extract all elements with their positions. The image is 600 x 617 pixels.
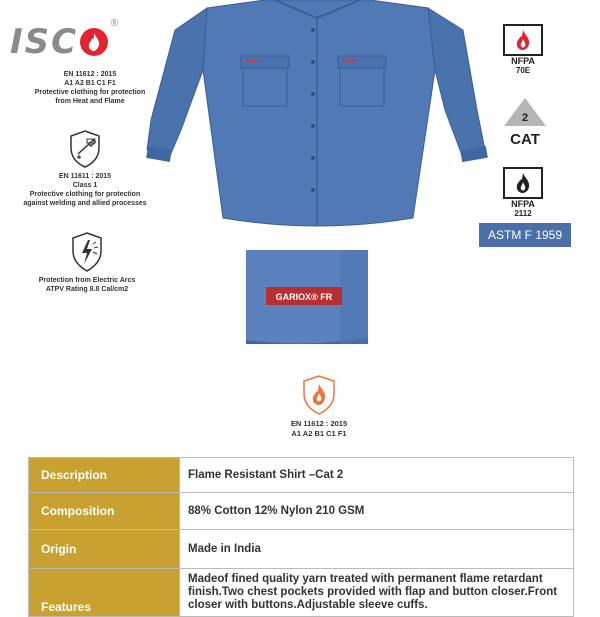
cert-line: against welding and allied processes bbox=[23, 200, 147, 207]
registered-mark: ® bbox=[110, 18, 119, 29]
cert-line: from Heat and Flame bbox=[55, 98, 125, 105]
cat-rating-badge bbox=[500, 96, 550, 148]
spec-key: Features bbox=[29, 569, 180, 617]
nfpa-code: 2112 bbox=[514, 209, 532, 218]
nfpa-2112-badge bbox=[503, 167, 543, 218]
cert-line: EN 11611 : 2015 bbox=[58, 173, 112, 180]
fr-line: A1 A2 B1 C1 F1 bbox=[291, 429, 347, 438]
table-row bbox=[29, 458, 574, 493]
astm-badge: ASTM F 1959 bbox=[479, 223, 571, 247]
nfpa-code: 70E bbox=[515, 66, 531, 75]
spec-value: Made in India bbox=[180, 530, 574, 569]
cert-line: Protection from Electric Arcs bbox=[38, 277, 136, 284]
nfpa-title: NFPA bbox=[511, 199, 535, 209]
table-row bbox=[29, 530, 574, 569]
fabric-swatch-image bbox=[244, 248, 370, 346]
spec-table bbox=[28, 457, 574, 617]
cat-number: 2 bbox=[521, 112, 529, 124]
shirt-image bbox=[145, 0, 490, 235]
spec-key: Description bbox=[29, 458, 180, 493]
cert-line: ATPV Rating 8.8 Cal/cm2 bbox=[45, 286, 129, 293]
cert-en11612-heat-flame bbox=[15, 22, 165, 106]
cert-en11611-welding bbox=[10, 130, 160, 208]
electric-arc-shield-icon bbox=[71, 232, 103, 272]
welding-shield-icon bbox=[69, 130, 101, 168]
nfpa-title: NFPA bbox=[511, 56, 535, 66]
cert-line: Protective clothing for protection bbox=[34, 89, 146, 96]
cert-line: A1 A2 B1 C1 F1 bbox=[64, 80, 116, 87]
flame-shield-icon bbox=[302, 375, 336, 415]
fr-standard-block bbox=[269, 375, 369, 439]
spec-value: Madeof fined quality yarn treated with permanent flame retardant finish.Two chest pockets provided with flap and button closer.Front closer with buttons.Adjustable sleeve cuffs. bbox=[180, 569, 574, 617]
logo-text: ISC bbox=[10, 22, 79, 62]
nfpa-flame-icon bbox=[503, 24, 543, 56]
spec-value: Flame Resistant Shirt –Cat 2 bbox=[180, 458, 574, 493]
table-row bbox=[29, 569, 574, 617]
cert-line: Protective clothing for protection bbox=[29, 191, 141, 198]
nfpa-flame-icon bbox=[503, 167, 543, 199]
spec-key: Origin bbox=[29, 530, 180, 569]
nfpa-70e-badge bbox=[503, 24, 543, 75]
spec-value: 88% Cotton 12% Nylon 210 GSM bbox=[180, 493, 574, 530]
cert-line: EN 11612 : 2015 bbox=[63, 71, 117, 78]
spec-key: Composition bbox=[29, 493, 180, 530]
cat-label: CAT bbox=[510, 131, 540, 148]
cert-electric-arc bbox=[12, 232, 162, 294]
cert-line: Class 1 bbox=[72, 182, 98, 189]
swatch-label: GARIOX® FR bbox=[275, 292, 333, 302]
table-row bbox=[29, 493, 574, 530]
fr-line: EN 11612 : 2015 bbox=[290, 419, 348, 428]
